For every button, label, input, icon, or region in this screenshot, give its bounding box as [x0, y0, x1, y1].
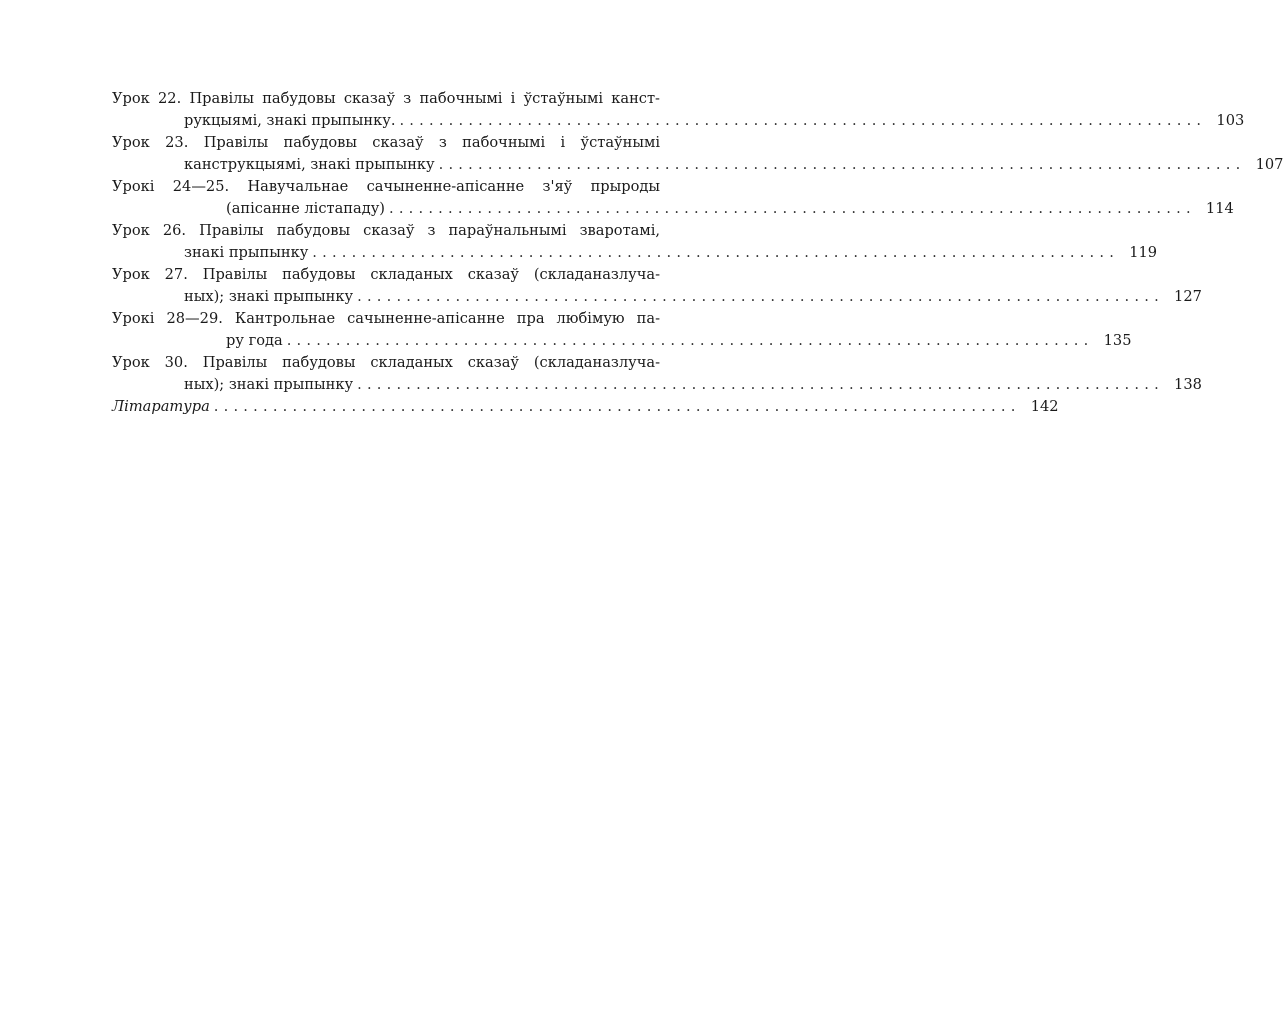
toc-entry-lesson-27[interactable]: [112, 264, 1202, 308]
toc-entry-title-line1: Навучальнае сачыненне-апісанне з'яў прыроды: [247, 178, 660, 195]
toc-entry-title-line2: ру года: [226, 332, 283, 349]
toc-entry-title-line1: Правілы пабудовы сказаў з пабочнымі і ўстаўнымі канст-: [189, 90, 660, 107]
toc-entry-lesson-23[interactable]: [112, 132, 1283, 176]
toc-entry-title-line2: рукцыямі, знакі прыпынку.: [184, 112, 396, 129]
toc-entry-title-line1: Кантрольнае сачыненне-апісанне пра любімую па-: [234, 310, 661, 327]
toc-entry-lessons-24-25[interactable]: [112, 176, 1234, 220]
toc-entry-title-line2: ных); знакі прыпынку: [184, 376, 354, 393]
toc-entry-label: Урок 26.: [112, 222, 187, 239]
toc-entry-title-line1: Правілы пабудовы сказаў з пабочнымі і ўстаўнымі: [203, 134, 660, 151]
toc-entry-title-line2: ных); знакі прыпынку: [184, 288, 354, 305]
toc-entry-title-line2: знакі прыпынку: [184, 244, 309, 261]
dot-leader: ..................................................................................: [399, 112, 1207, 129]
toc-entry-title-line1: Правілы пабудовы складаных сказаў (складаназлуча-: [202, 266, 660, 283]
toc-entry-literature[interactable]: [112, 396, 1059, 418]
toc-entry-label: Урокі 24—25.: [112, 178, 230, 195]
toc-entry-page: 119: [1129, 244, 1158, 261]
table-of-contents: [112, 88, 1283, 418]
dot-leader: ..................................................................................: [357, 288, 1164, 305]
dot-leader: ..................................................................................: [312, 244, 1120, 261]
toc-entry-label: Урок 22.: [112, 90, 182, 107]
toc-entry-title-line2: (апісанне лістападу): [226, 200, 385, 217]
dot-leader: ..................................................................................: [286, 332, 1094, 349]
toc-entry-title-line1: Правілы пабудовы сказаў з параўнальнымі зваротамі,: [199, 222, 661, 239]
toc-entry-lesson-30[interactable]: [112, 352, 1202, 396]
toc-entry-lesson-22[interactable]: [112, 88, 1245, 132]
toc-entry-title-line2: канструкцыямі, знакі прыпынку: [184, 156, 435, 173]
toc-entry-page: 114: [1205, 200, 1234, 217]
dot-leader: ..................................................................................: [213, 398, 1021, 415]
toc-entry-lesson-26[interactable]: [112, 220, 1158, 264]
toc-entry-title-line1: Правілы пабудовы складаных сказаў (складаназлуча-: [202, 354, 660, 371]
toc-entry-lessons-28-29[interactable]: [112, 308, 1132, 352]
toc-entry-page: 107: [1255, 156, 1283, 173]
dot-leader: ..................................................................................: [438, 156, 1246, 173]
toc-entry-label: Урок 30.: [112, 354, 188, 371]
toc-entry-label: Літаратура: [112, 398, 210, 415]
dot-leader: ..................................................................................: [388, 200, 1196, 217]
toc-entry-page: 142: [1030, 398, 1059, 415]
toc-entry-label: Урок 27.: [112, 266, 188, 283]
toc-entry-page: 138: [1174, 376, 1202, 393]
toc-entry-label: Урок 23.: [112, 134, 189, 151]
dot-leader: ..................................................................................: [357, 376, 1164, 393]
toc-entry-page: 127: [1174, 288, 1202, 305]
toc-entry-page: 103: [1216, 112, 1245, 129]
toc-entry-page: 135: [1103, 332, 1132, 349]
toc-entry-label: Урокі 28—29.: [112, 310, 223, 327]
